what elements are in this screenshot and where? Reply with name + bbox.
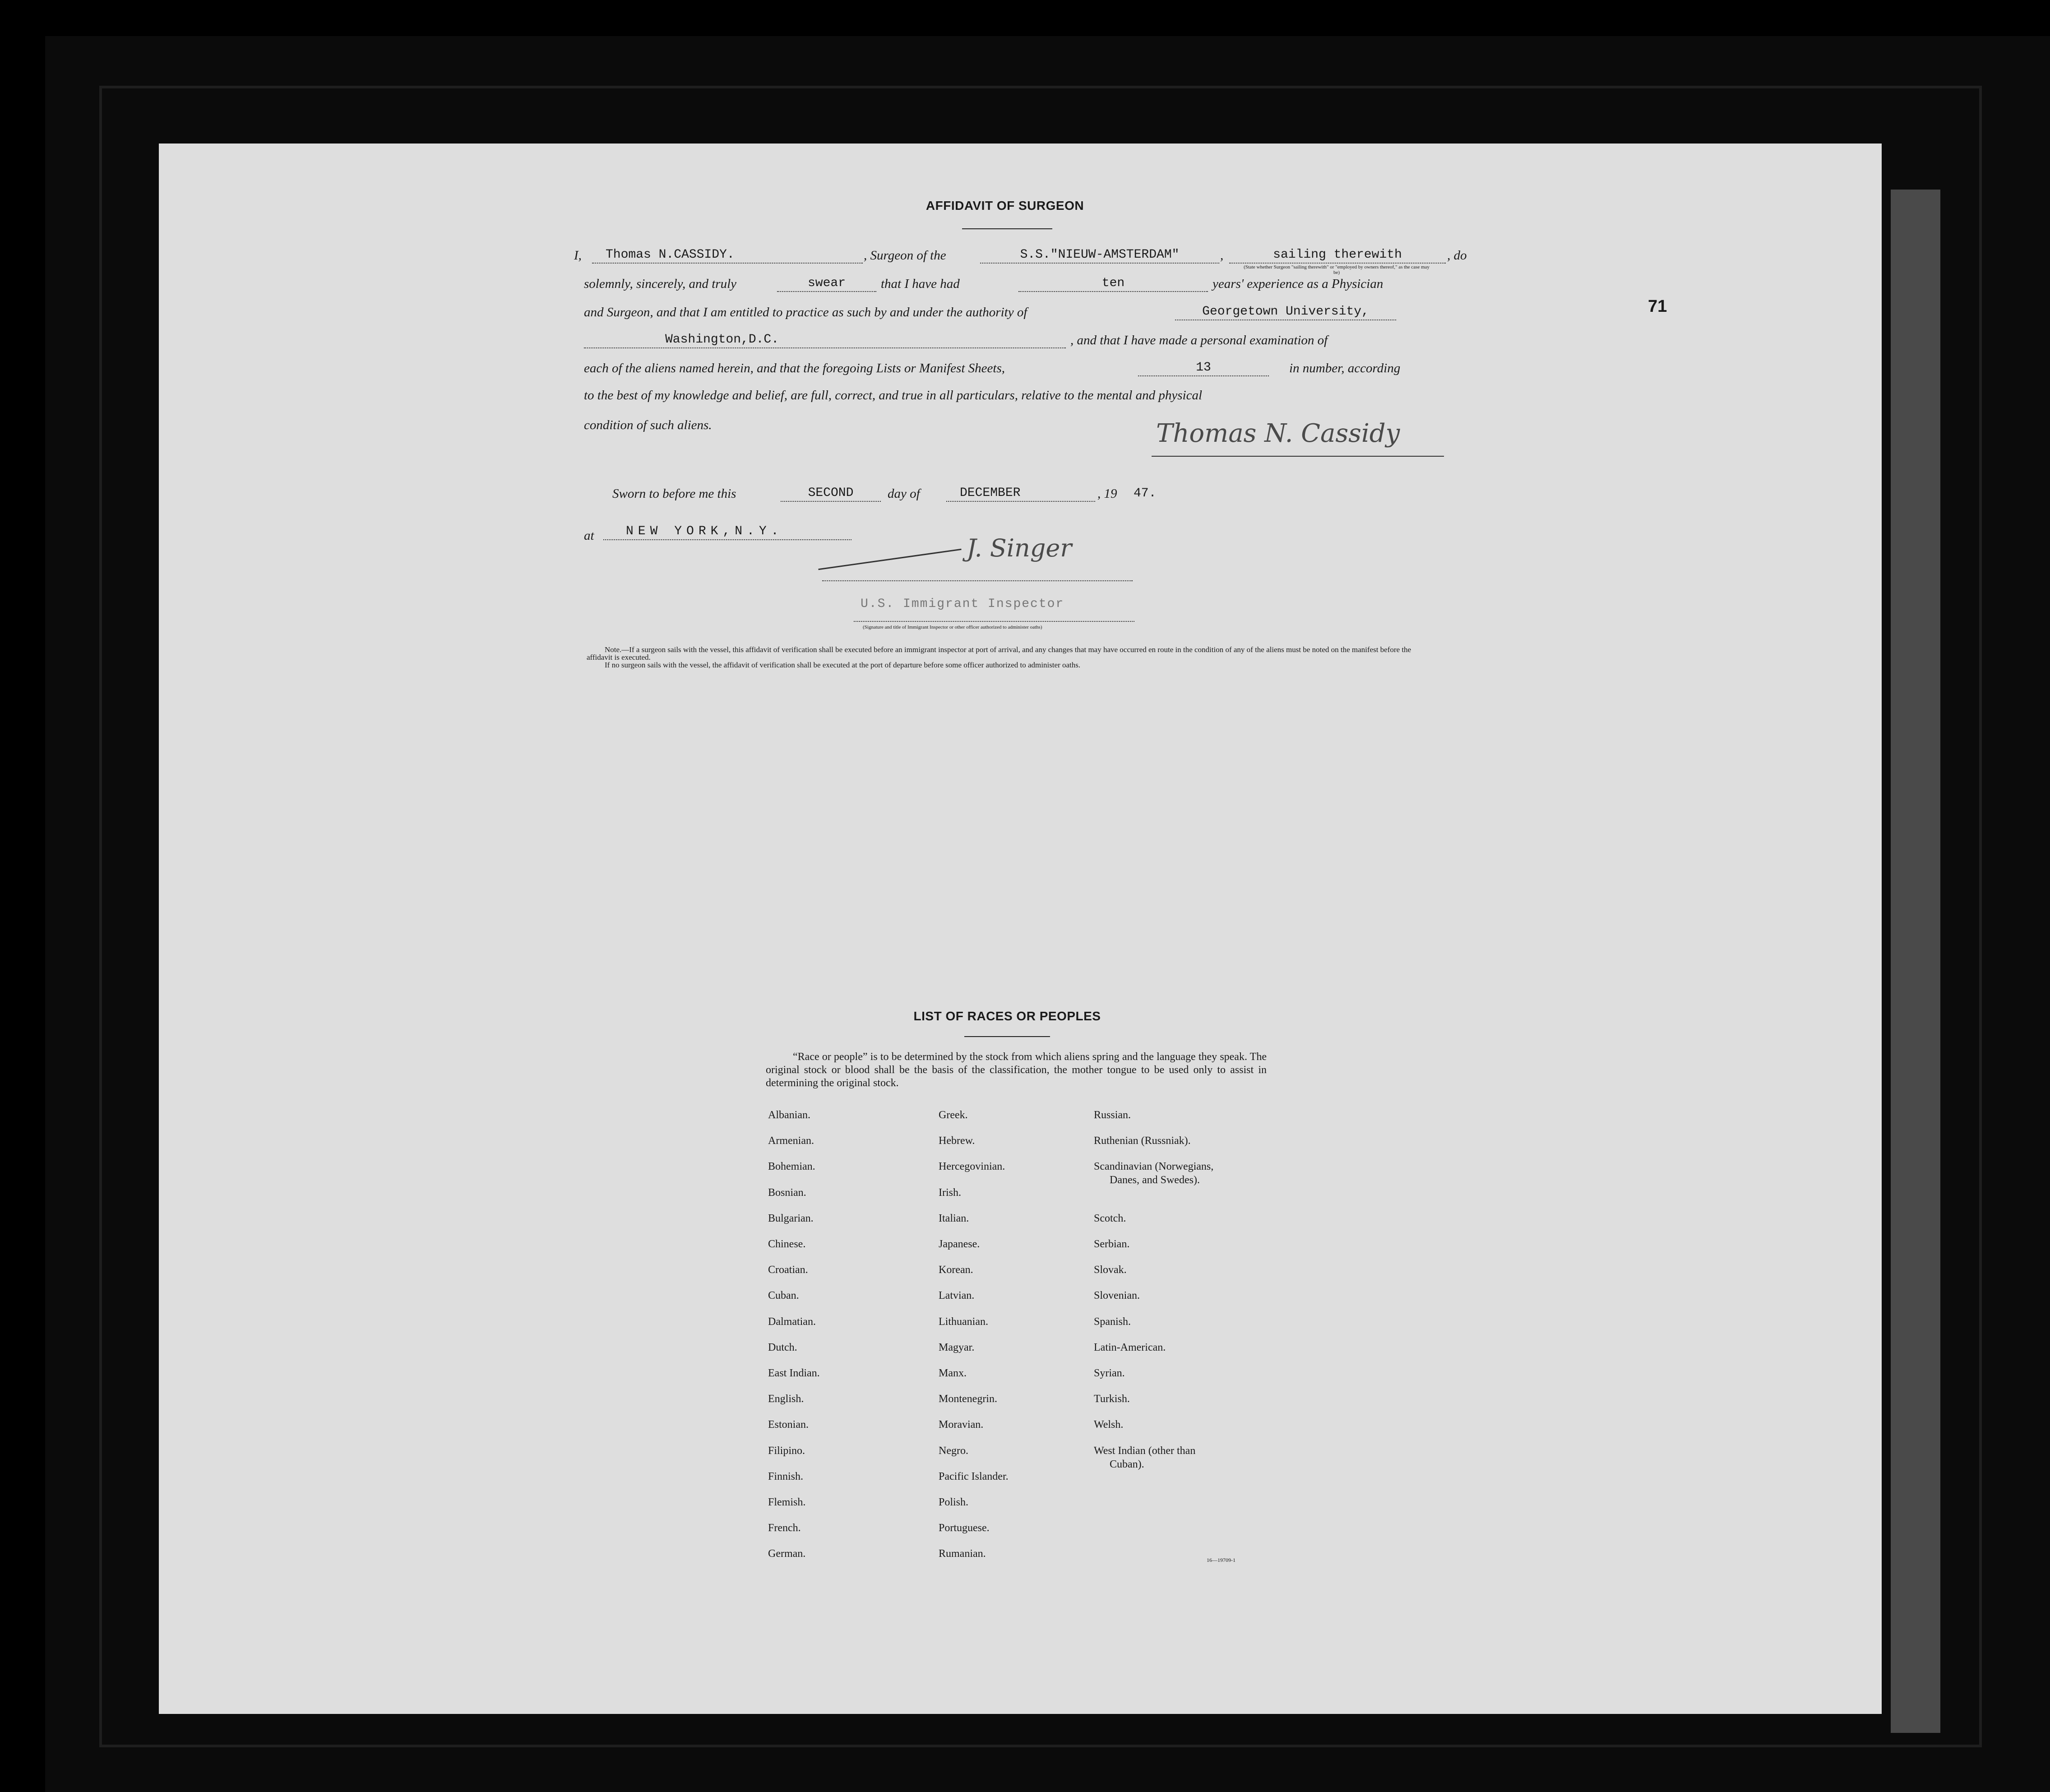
oath-field: swear	[777, 277, 876, 292]
race-item: Dalmatian.	[768, 1315, 816, 1328]
day-field: SECOND	[781, 486, 881, 502]
race-item: English.	[768, 1393, 804, 1405]
surgeon-name-field: Thomas N.CASSIDY.	[592, 248, 863, 264]
place-field: NEW YORK,N.Y.	[603, 525, 851, 540]
vessel-field: S.S."NIEUW-AMSTERDAM"	[980, 248, 1219, 264]
note-paragraph: Note.—If a surgeon sails with the vessel, this affidavit of verification shall be executed before an immigrant inspector at port of arrival, and any changes that may have occurred en route in the condition of any of the aliens must be noted on the manifest before the affidavit is executed.	[587, 645, 1411, 662]
affidavit-text: solemnly, sincerely, and truly	[584, 277, 737, 291]
sailing-field: sailing therewith	[1229, 248, 1446, 264]
affidavit-text: day of	[888, 486, 920, 501]
year-field: 47.	[1134, 486, 1157, 500]
race-item: Greek.	[939, 1109, 968, 1121]
race-item: Flemish.	[768, 1496, 806, 1508]
race-item: Scotch.	[1094, 1212, 1126, 1224]
race-item: French.	[768, 1522, 801, 1534]
affidavit-text: ,	[1220, 248, 1224, 263]
affidavit-text: , Surgeon of the	[864, 248, 946, 263]
race-item: Polish.	[939, 1496, 969, 1508]
race-item: Armenian.	[768, 1135, 814, 1147]
surgeon-signature-line	[1152, 456, 1444, 457]
race-item: Scandinavian (Norwegians,	[1094, 1161, 1214, 1173]
race-item: East Indian.	[768, 1367, 820, 1379]
race-item: Bohemian.	[768, 1161, 815, 1173]
race-item: Italian.	[939, 1212, 969, 1224]
race-item: Montenegrin.	[939, 1393, 997, 1405]
affidavit-text: to the best of my knowledge and belief, are full, correct, and true in all particulars, relative to the mental and physical	[584, 388, 1203, 403]
page-number: 71	[1648, 297, 1667, 316]
race-item: Irish.	[939, 1186, 961, 1199]
race-item: Lithuanian.	[939, 1315, 988, 1328]
inspector-title-line	[854, 621, 1134, 622]
race-item: Bosnian.	[768, 1186, 806, 1199]
sailing-hint: (State whether Surgeon "sailing therewith" or "employed by owners thereof," as the case may be)	[1244, 264, 1430, 275]
page-edge-strip	[1891, 190, 1940, 1733]
race-item: Albanian.	[768, 1109, 810, 1121]
race-item: Hebrew.	[939, 1135, 975, 1147]
affidavit-text: that I have had	[881, 277, 960, 291]
form-number: 16—19709-1	[1207, 1557, 1236, 1563]
sheets-count-field: 13	[1138, 361, 1269, 376]
race-item: Slovak.	[1094, 1264, 1127, 1276]
race-item: Welsh.	[1094, 1419, 1124, 1431]
affidavit-text: , do	[1447, 248, 1467, 263]
affidavit-text: years' experience as a Physician	[1212, 277, 1384, 291]
race-item: Dutch.	[768, 1341, 797, 1353]
affidavit-text: at	[584, 528, 594, 543]
location-field: Washington,D.C.	[584, 333, 1066, 348]
race-item: Croatian.	[768, 1264, 808, 1276]
affidavit-text: each of the aliens named herein, and that the foregoing Lists or Manifest Sheets,	[584, 361, 1005, 375]
race-item: Latvian.	[939, 1290, 975, 1302]
affidavit-text: and Surgeon, and that I am entitled to practice as such by and under the authority of	[584, 305, 1027, 320]
inspector-title: U.S. Immigrant Inspector	[861, 597, 1064, 611]
race-item: Estonian.	[768, 1419, 809, 1431]
race-item: Negro.	[939, 1445, 968, 1457]
inspector-hint: (Signature and title of Immigrant Inspector or other officer authorized to administer oaths)	[863, 625, 1042, 630]
years-field: ten	[1018, 277, 1208, 292]
scan-border-left	[0, 0, 45, 1792]
affidavit-text: I,	[574, 248, 582, 263]
race-item: Korean.	[939, 1264, 973, 1276]
race-item: Hercegovinian.	[939, 1161, 1005, 1173]
inspector-signature: J. Singer	[967, 534, 1072, 562]
race-item: Cuban.	[768, 1290, 799, 1302]
struck-initials	[818, 549, 961, 570]
race-item: Cuban).	[1110, 1458, 1144, 1470]
affidavit-text: , 19	[1097, 486, 1117, 501]
race-item: Turkish.	[1094, 1393, 1130, 1405]
month-field: DECEMBER	[946, 486, 1095, 502]
race-item: Slovenian.	[1094, 1290, 1140, 1302]
affidavit-note	[587, 646, 1435, 669]
race-item: Moravian.	[939, 1419, 984, 1431]
affidavit-text: condition of such aliens.	[584, 418, 712, 432]
document-page	[159, 144, 1882, 1714]
surgeon-signature: Thomas N. Cassidy	[1156, 419, 1400, 448]
race-item: Chinese.	[768, 1238, 806, 1250]
note-paragraph: If no surgeon sails with the vessel, the affidavit of verification shall be executed at the port of departure before some officer authorized to administer oaths.	[605, 661, 1081, 669]
race-item: Syrian.	[1094, 1367, 1125, 1379]
title-rule	[962, 228, 1052, 229]
affidavit-text: Sworn to before me this	[612, 486, 736, 501]
race-item: Latin-American.	[1094, 1341, 1166, 1353]
scan-border-top	[0, 0, 2050, 36]
race-item: West Indian (other than	[1094, 1445, 1196, 1457]
race-item: Portuguese.	[939, 1522, 990, 1534]
race-item: Japanese.	[939, 1238, 980, 1250]
authority-field: Georgetown University,	[1175, 305, 1396, 320]
race-item: Magyar.	[939, 1341, 975, 1353]
race-item: Manx.	[939, 1367, 967, 1379]
affidavit-text: , and that I have made a personal examination of	[1070, 333, 1328, 347]
inspector-signature-line	[822, 580, 1133, 581]
race-item: Russian.	[1094, 1109, 1131, 1121]
race-item: Filipino.	[768, 1445, 805, 1457]
race-item: Rumanian.	[939, 1548, 986, 1560]
race-item: Danes, and Swedes).	[1110, 1174, 1200, 1186]
affidavit-title: AFFIDAVIT OF SURGEON	[926, 199, 1084, 213]
race-item: Pacific Islander.	[939, 1470, 1009, 1482]
race-item: Ruthenian (Russniak).	[1094, 1135, 1191, 1147]
title-rule	[964, 1036, 1050, 1037]
race-item: German.	[768, 1548, 806, 1560]
race-item: Finnish.	[768, 1470, 804, 1482]
races-intro: “Race or people” is to be determined by the stock from which aliens spring and the language they speak. The original stock or blood shall be the basis of the classification, the mother tongue to be used only to assist in determining the original stock.	[766, 1051, 1267, 1089]
races-title: LIST OF RACES OR PEOPLES	[913, 1009, 1101, 1023]
affidavit-text: in number, according	[1289, 361, 1401, 375]
race-item: Bulgarian.	[768, 1212, 814, 1224]
race-item: Spanish.	[1094, 1315, 1131, 1328]
race-item: Serbian.	[1094, 1238, 1130, 1250]
